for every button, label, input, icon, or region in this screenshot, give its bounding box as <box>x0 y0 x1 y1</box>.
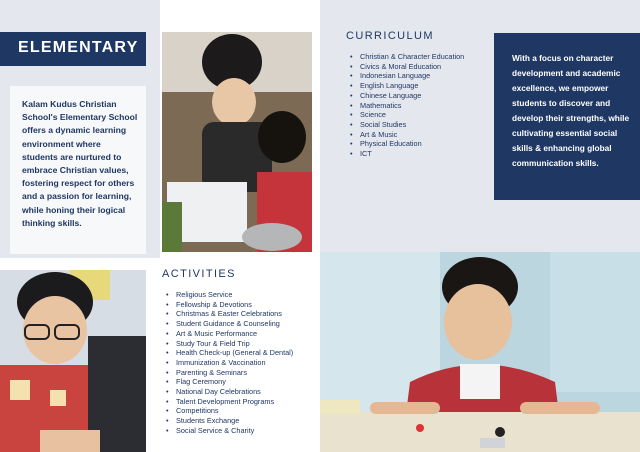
list-item: • Art & Music Performance <box>166 329 326 339</box>
list-item: • Social Studies <box>350 120 490 130</box>
activities-list <box>166 290 326 436</box>
list-item: • Science <box>350 110 490 120</box>
list-item: • Flag Ceremony <box>166 377 326 387</box>
list-item: • National Day Celebrations <box>166 387 326 397</box>
list-item: • English Language <box>350 81 490 91</box>
list-item: • Fellowship & Devotions <box>166 300 326 310</box>
students-activity-illustration <box>162 32 312 252</box>
list-item: • Chinese Language <box>350 91 490 101</box>
list-item: • Indonesian Language <box>350 71 490 81</box>
list-item: • Physical Education <box>350 139 490 149</box>
list-item: • Art & Music <box>350 130 490 140</box>
list-item: • Civics & Moral Education <box>350 62 490 72</box>
list-item: • Student Guidance & Counseling <box>166 319 326 329</box>
list-item: • Talent Development Programs <box>166 397 326 407</box>
activities-heading: ACTIVITIES <box>162 268 236 280</box>
boy-laptop-illustration <box>0 270 146 452</box>
boy-electronics-illustration <box>320 252 640 452</box>
curriculum-heading: CURRICULUM <box>346 30 434 42</box>
list-item: • Students Exchange <box>166 416 326 426</box>
list-item: • Immunization & Vaccination <box>166 358 326 368</box>
list-item: • Religious Service <box>166 290 326 300</box>
elementary-banner: ELEMENTARY <box>0 32 146 66</box>
list-item: • Mathematics <box>350 101 490 111</box>
list-item: • Social Service & Charity <box>166 426 326 436</box>
list-item: • Christmas & Easter Celebrations <box>166 309 326 319</box>
list-item: • Study Tour & Field Trip <box>166 339 326 349</box>
boy-electronics-photo <box>320 252 640 452</box>
curriculum-list <box>350 52 490 159</box>
list-item: • ICT <box>350 149 490 159</box>
boy-laptop-photo <box>0 270 146 452</box>
list-item: • Competitions <box>166 406 326 416</box>
focus-statement: With a focus on character development and academic excellence, we empower students to discover and develop their strengths, while cultivating essential social skills & enhancing global communication skills. <box>494 33 640 200</box>
list-item: • Health Check-up (General & Dental) <box>166 348 326 358</box>
list-item: • Christian & Character Education <box>350 52 490 62</box>
students-activity-photo <box>162 32 312 252</box>
intro-text: Kalam Kudus Christian School's Elementary School offers a dynamic learning environment where students are nurtured to embrace Christian values, fostering respect for others and a passion for learning, while honing their logical thinking skills. <box>10 86 146 254</box>
list-item: • Parenting & Seminars <box>166 368 326 378</box>
